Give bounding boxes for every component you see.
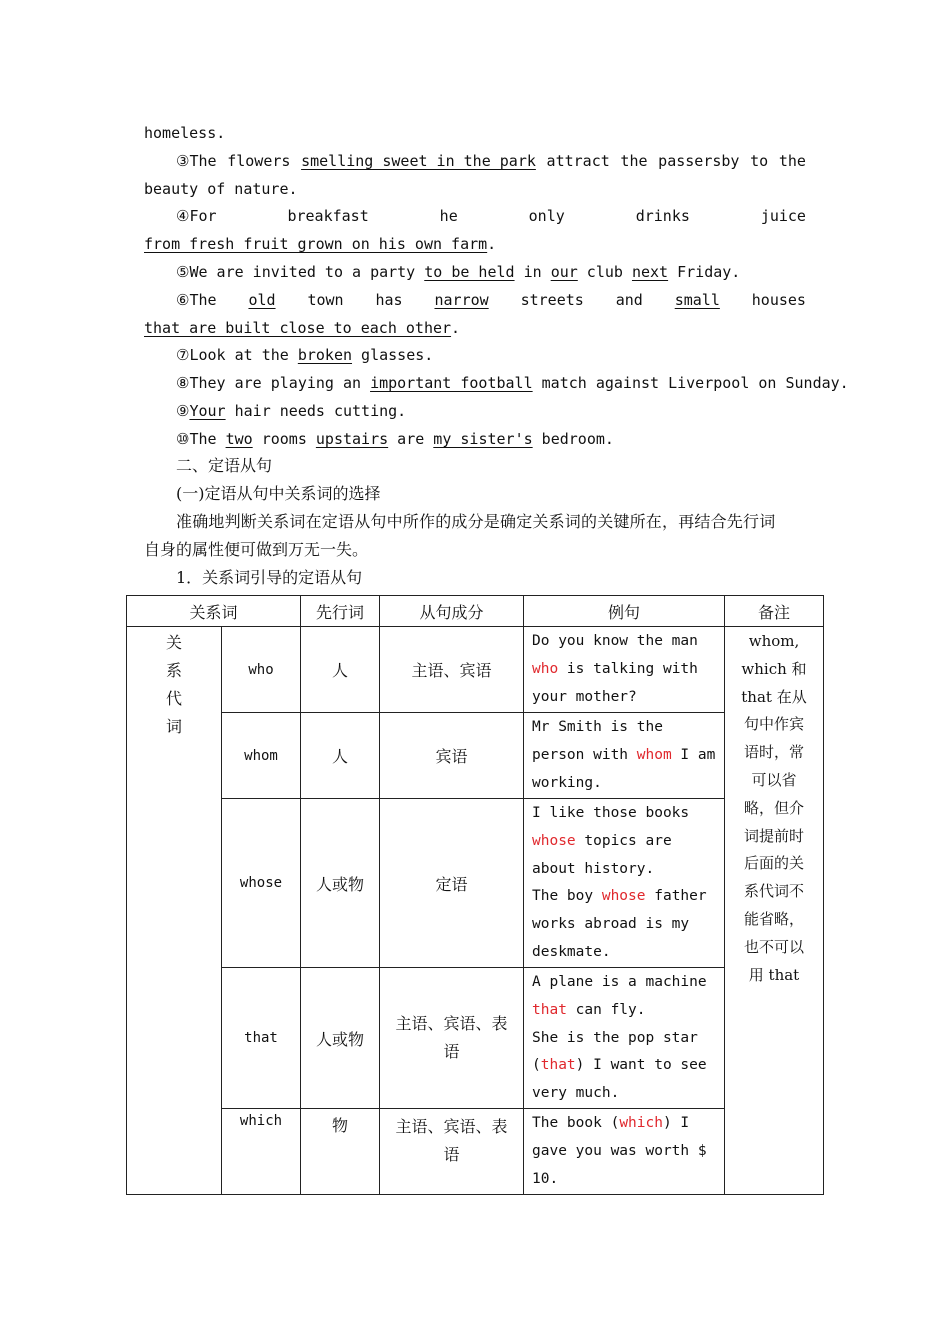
table-row [127,713,824,799]
antecedent: 物 [301,1109,380,1195]
table-row [127,1109,824,1195]
text-line: beauty of nature. [144,180,298,198]
note-cell: whom, which 和 that 在从 句中作宾 语时，常 可以省 略，但介 词提前时 后面的关 系代词不 能省略， 也不可以 用 that [725,627,824,1195]
text-line: from fresh fruit grown on his own farm. [144,235,497,253]
example-cell: A plane is a machine that can fly. She is the pop star (that) I want to see very much. [524,968,725,1109]
table-row [127,627,824,713]
clause-role: 主语、宾语、表语 [380,968,524,1109]
paragraph-line: 自身的属性便可做到万无一失。 [144,540,369,559]
relative-word: who [222,627,301,713]
table-caption: 1．关系词引导的定语从句 [176,568,363,587]
section-heading: 二、定语从句 [176,456,273,475]
relative-word: which [222,1109,301,1195]
header-note: 备注 [725,596,824,627]
example-line-4: ④For breakfast he only drinks juice [176,207,806,225]
clause-role: 主语、宾语、表语 [380,1109,524,1195]
relative-words-table [126,595,824,1195]
example-cell: Mr Smith is the person with whom I am working. [524,713,725,799]
example-line-9: ⑨Your hair needs cutting. [176,402,407,420]
subsection-heading: (一)定语从句中关系词的选择 [176,484,381,503]
example-cell: The book (which) I gave you was worth $ 10. [524,1109,725,1195]
example-line-7: ⑦Look at the broken glasses. [176,346,434,364]
relative-word: that [222,968,301,1109]
example-line-5: ⑤We are invited to a party to be held in our club next Friday. [176,263,741,281]
header-example: 例句 [524,596,725,627]
clause-role: 定语 [380,799,524,968]
header-relative-word: 关系词 [127,596,301,627]
antecedent: 人 [301,627,380,713]
example-line-6: ⑥The old town has narrow streets and small houses [176,291,806,309]
text-line: homeless. [144,124,226,142]
antecedent: 人 [301,713,380,799]
antecedent: 人或物 [301,968,380,1109]
clause-role: 宾语 [380,713,524,799]
example-line-3: ③The flowers smelling sweet in the park attract the passersby to the [176,152,806,170]
table-row [127,799,824,968]
text-line: that are built close to each other. [144,319,461,337]
group-label: 关 系 代 词 [127,627,222,1195]
table-row [127,968,824,1109]
example-cell: I like those books whose topics are about history. The boy whose father works abroad is my deskmate. [524,799,725,968]
paragraph-line: 准确地判断关系词在定语从句中所作的成分是确定关系词的关键所在，再结合先行词 [176,512,776,531]
relative-word: whose [222,799,301,968]
clause-role: 主语、宾语 [380,627,524,713]
example-line-8: ⑧They are playing an important football match against Liverpool on Sunday. [176,374,849,392]
relative-word: whom [222,713,301,799]
header-clause-role: 从句成分 [380,596,524,627]
example-cell: Do you know the man who is talking with your mother? [524,627,725,713]
example-line-10: ⑩The two rooms upstairs are my sister's bedroom. [176,430,614,448]
table-header-row [127,596,824,627]
antecedent: 人或物 [301,799,380,968]
header-antecedent: 先行词 [301,596,380,627]
